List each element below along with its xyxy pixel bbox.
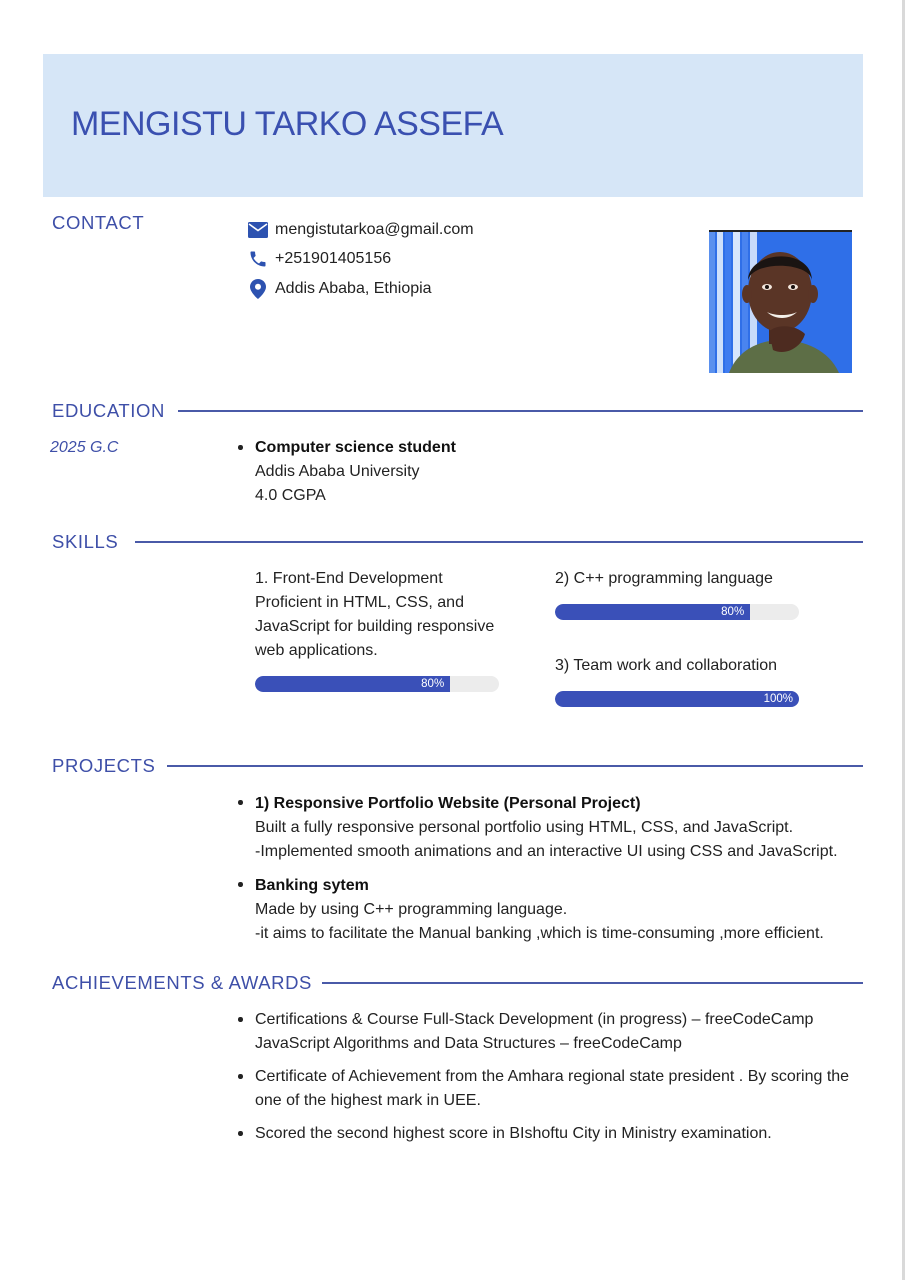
projects-list [255,791,838,946]
education-heading: EDUCATION [52,400,165,421]
achievement-line: one of the highest mark in UEE. [255,1092,481,1109]
contact-email-text: mengistutarkoa@gmail.com [275,220,474,238]
skill-progress-bar [555,604,799,620]
project-item [255,873,838,946]
skills-heading: SKILLS [52,531,119,552]
projects-divider [167,765,863,767]
contact-list [248,215,474,304]
candidate-name: MENGISTU TARKO ASSEFA [71,105,504,143]
project-title: 1) Responsive Portfolio Website (Personal Project) [255,795,641,812]
achievement-item [255,1122,849,1146]
achievement-item [255,1008,849,1056]
skill-progress-label: 80% [721,606,745,618]
project-line: -it aims to facilitate the Manual banking ,which is time-consuming ,more efficient. [255,925,824,942]
skill-description [555,654,799,678]
project-title: Banking sytem [255,877,369,894]
contact-heading: CONTACT [52,212,145,233]
contact-phone[interactable] [248,245,474,275]
skill-progress-bar [555,691,799,707]
envelope-icon [248,220,268,240]
contact-email[interactable] [248,215,474,245]
phone-icon [248,249,268,269]
skill-progress-bar [255,676,499,692]
education-list [255,436,456,508]
education-divider [178,410,863,412]
skill-line: 1. Front-End Development [255,570,443,587]
skill-progress-label: 80% [421,678,445,690]
skill-item [555,654,799,707]
education-grade: 4.0 CGPA [255,487,326,504]
achievement-line: JavaScript Algorithms and Data Structures – freeCodeCamp [255,1035,682,1052]
achievement-line: Certifications & Course Full-Stack Development (in progress) – freeCodeCamp [255,1011,814,1028]
skill-line: web applications. [255,642,378,659]
achievements-divider [322,982,863,984]
education-title: Computer science student [255,439,456,456]
education-date: 2025 G.C [50,439,119,456]
skill-description [555,567,799,591]
skill-item [255,567,499,692]
skill-line: 2) C++ programming language [555,570,773,587]
education-school: Addis Ababa University [255,463,420,480]
skill-item [555,567,799,620]
contact-phone-text: +251901405156 [275,250,392,268]
project-line: -Implemented smooth animations and an interactive UI using CSS and JavaScript. [255,843,838,860]
skill-progress-label: 100% [763,693,793,705]
skills-divider [135,541,863,543]
skill-line: 3) Team work and collaboration [555,657,778,674]
skill-description [255,567,499,663]
achievement-line: Certificate of Achievement from the Amhara regional state president . By scoring the [255,1068,850,1085]
project-line: Made by using C++ programming language. [255,901,568,918]
profile-photo [709,230,852,373]
achievement-line: Scored the second highest score in BIshoftu City in Ministry examination. [255,1125,772,1142]
map-pin-icon [248,279,268,299]
achievements-heading: ACHIEVEMENTS & AWARDS [52,972,312,993]
achievements-list [255,1008,849,1146]
skill-line: JavaScript for building responsive [255,618,495,635]
contact-location-text: Addis Ababa, Ethiopia [275,279,432,297]
project-item [255,791,838,864]
header-banner [43,54,863,197]
projects-heading: PROJECTS [52,755,156,776]
achievement-item [255,1065,849,1113]
contact-location [248,274,474,304]
skill-line: Proficient in HTML, CSS, and [255,594,464,611]
education-entry [255,436,456,508]
project-line: Built a fully responsive personal portfolio using HTML, CSS, and JavaScript. [255,819,794,836]
